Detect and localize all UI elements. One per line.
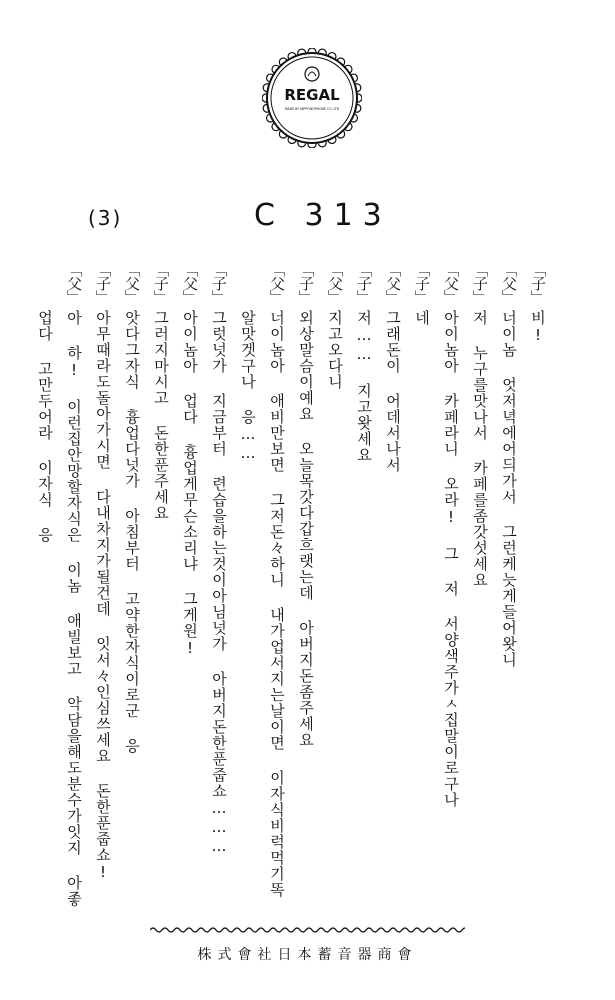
speaker-label: 「子」: [471, 262, 489, 304]
dialogue-line: [234, 262, 261, 912]
dialogue-line: [176, 262, 203, 912]
speaker-label: 「父」: [123, 262, 141, 304]
dialogue-line: [147, 262, 174, 912]
line-text: 네: [413, 310, 431, 326]
line-text: 앗다그자식 흉업다넛가 아침부터 고약한자식이로군 응: [123, 310, 141, 754]
line-text: 아 하! 이런집안망할자식은 이놈 애빌보고 악담을해도분수가잇지 아좋: [65, 310, 83, 907]
wave-divider: [150, 925, 465, 935]
dialogue-line: [379, 262, 406, 912]
dialogue-line: [31, 262, 58, 912]
speaker-label: 「父」: [442, 262, 460, 304]
line-text: 그럿넛가 지금부터 련습을하는것이아님넛가 아버지돈한푼줍쇼………: [210, 310, 228, 856]
dialogue-line: [118, 262, 145, 912]
line-text: 너이놈 엇저녁에어듸가서 그런케늣게들어왓니: [500, 310, 518, 668]
line-text: 아이놈아 업다 흉업게무슨소리냐 그게원!: [181, 310, 199, 658]
dialogue-line: [292, 262, 319, 912]
speaker-label: 「父」: [181, 262, 199, 304]
line-text: 저…… 지고왓세요: [355, 310, 373, 463]
speaker-label: 「子」: [413, 262, 431, 304]
speaker-label: 「父」: [500, 262, 518, 304]
speaker-label: 「子」: [297, 262, 315, 304]
line-text: 지고오다니: [326, 310, 344, 390]
line-text: 알맛겟구나 응……: [239, 310, 257, 463]
line-text: 업다 고만두어라 이자식 응: [36, 310, 54, 543]
speaker-label: 「子」: [210, 262, 228, 304]
page-number: (3): [88, 206, 123, 230]
logo-brand: REGAL: [284, 86, 340, 104]
dialogue-line: [408, 262, 435, 912]
speaker-label: 「父」: [326, 262, 344, 304]
speaker-label: 「父」: [384, 262, 402, 304]
dialogue-line: [437, 262, 464, 912]
dialogue-line: [466, 262, 493, 912]
catalog-number: C 313: [254, 198, 392, 233]
dialogue-line: [205, 262, 232, 912]
speaker-label: 「子」: [94, 262, 112, 304]
dialogue-line: [495, 262, 522, 912]
line-text: 외상말슴이예요 오늘목갓다갑흐랫는데 아버지돈좀주세요: [297, 310, 315, 748]
regal-logo: [262, 48, 362, 148]
logo-fine-print: MADE BY NIPPONOPHONE CO. LTD: [284, 107, 340, 111]
line-text: 그래돈이 어데서나서: [384, 310, 402, 473]
line-text: 너이놈아 애비만보면 그저돈々하니 내가업서지는날이면 이자식비럭먹기똑: [268, 310, 286, 898]
dialogue-line: [60, 262, 87, 912]
line-text: 그러지마시고 돈한푼주세요: [152, 310, 170, 521]
dialogue-line: [321, 262, 348, 912]
dialogue-line: [350, 262, 377, 912]
dialogue-line: [524, 262, 551, 912]
speaker-label: 「子」: [152, 262, 170, 304]
speaker-label: 「父」: [65, 262, 83, 304]
dialogue-line: [89, 262, 116, 912]
dialogue-columns: [31, 262, 551, 912]
speaker-label: 「父」: [268, 262, 286, 304]
speaker-label: 「子」: [529, 262, 547, 304]
line-text: 저 누구를맛나서 카페를좀갓섯세요: [471, 310, 489, 588]
line-text: 아무때라도돌아가시면 다내차지가될건데 잇서々인심쓰세요 돈한푼줍쇼!: [94, 310, 112, 882]
line-text: 아이놈아 카페라니 오라! 그 저 서양색주가ㅅ집말이로구나: [442, 310, 460, 808]
publisher-name: 株式會社日本蓄音器商會: [197, 947, 418, 963]
line-text: 비!: [529, 310, 547, 345]
speaker-label: 「子」: [355, 262, 373, 304]
dialogue-line: [263, 262, 290, 912]
